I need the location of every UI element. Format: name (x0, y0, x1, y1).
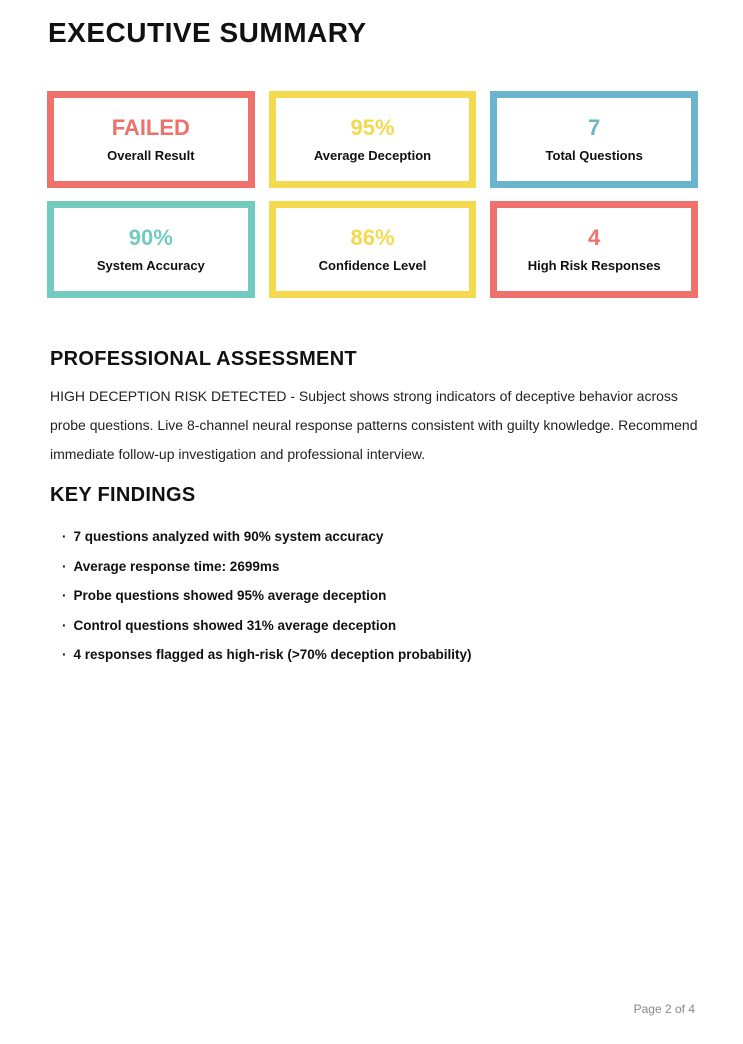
metric-value: 95% (350, 115, 395, 140)
metric-card (47, 201, 255, 298)
key-finding-item: · Probe questions showed 95% average deception (62, 589, 698, 603)
metric-value: 4 (588, 225, 601, 250)
key-finding-item: · 4 responses flagged as high-risk (>70% deception probability) (62, 648, 698, 662)
metric-card (490, 201, 698, 298)
metric-value: FAILED (111, 115, 190, 140)
metric-label: Total Questions (545, 148, 643, 163)
page-number: Page 2 of 4 (633, 1002, 695, 1016)
key-findings-heading: KEY FINDINGS (50, 484, 196, 506)
metric-card (269, 91, 477, 188)
key-findings-list (50, 530, 698, 662)
metric-label: High Risk Responses (527, 258, 661, 273)
metric-label: Overall Result (107, 148, 195, 163)
professional-assessment-section (50, 348, 698, 469)
key-finding-item: · 7 questions analyzed with 90% system accuracy (62, 530, 698, 544)
key-findings-section (50, 484, 698, 678)
metric-card (47, 91, 255, 188)
metric-card (490, 91, 698, 188)
assessment-heading: PROFESSIONAL ASSESSMENT (50, 348, 357, 370)
metric-value: 90% (128, 225, 173, 250)
metric-label: System Accuracy (96, 258, 205, 273)
page-title: EXECUTIVE SUMMARY (48, 17, 367, 48)
metric-label: Average Deception (313, 148, 432, 163)
metric-card-grid (47, 91, 698, 298)
metric-value: 86% (350, 225, 395, 250)
metric-value: 7 (588, 115, 601, 140)
metric-card (269, 201, 477, 298)
assessment-body-text: HIGH DECEPTION RISK DETECTED - Subject shows strong indicators of deceptive behavior across probe questions. Live 8-channel neural response patterns consistent with guilty knowledge. Recommend immediate follow-up investigation and professional interview. (50, 388, 698, 462)
key-finding-item: · Control questions showed 31% average deception (62, 619, 698, 633)
metric-label: Confidence Level (318, 258, 427, 273)
key-finding-item: · Average response time: 2699ms (62, 560, 698, 574)
